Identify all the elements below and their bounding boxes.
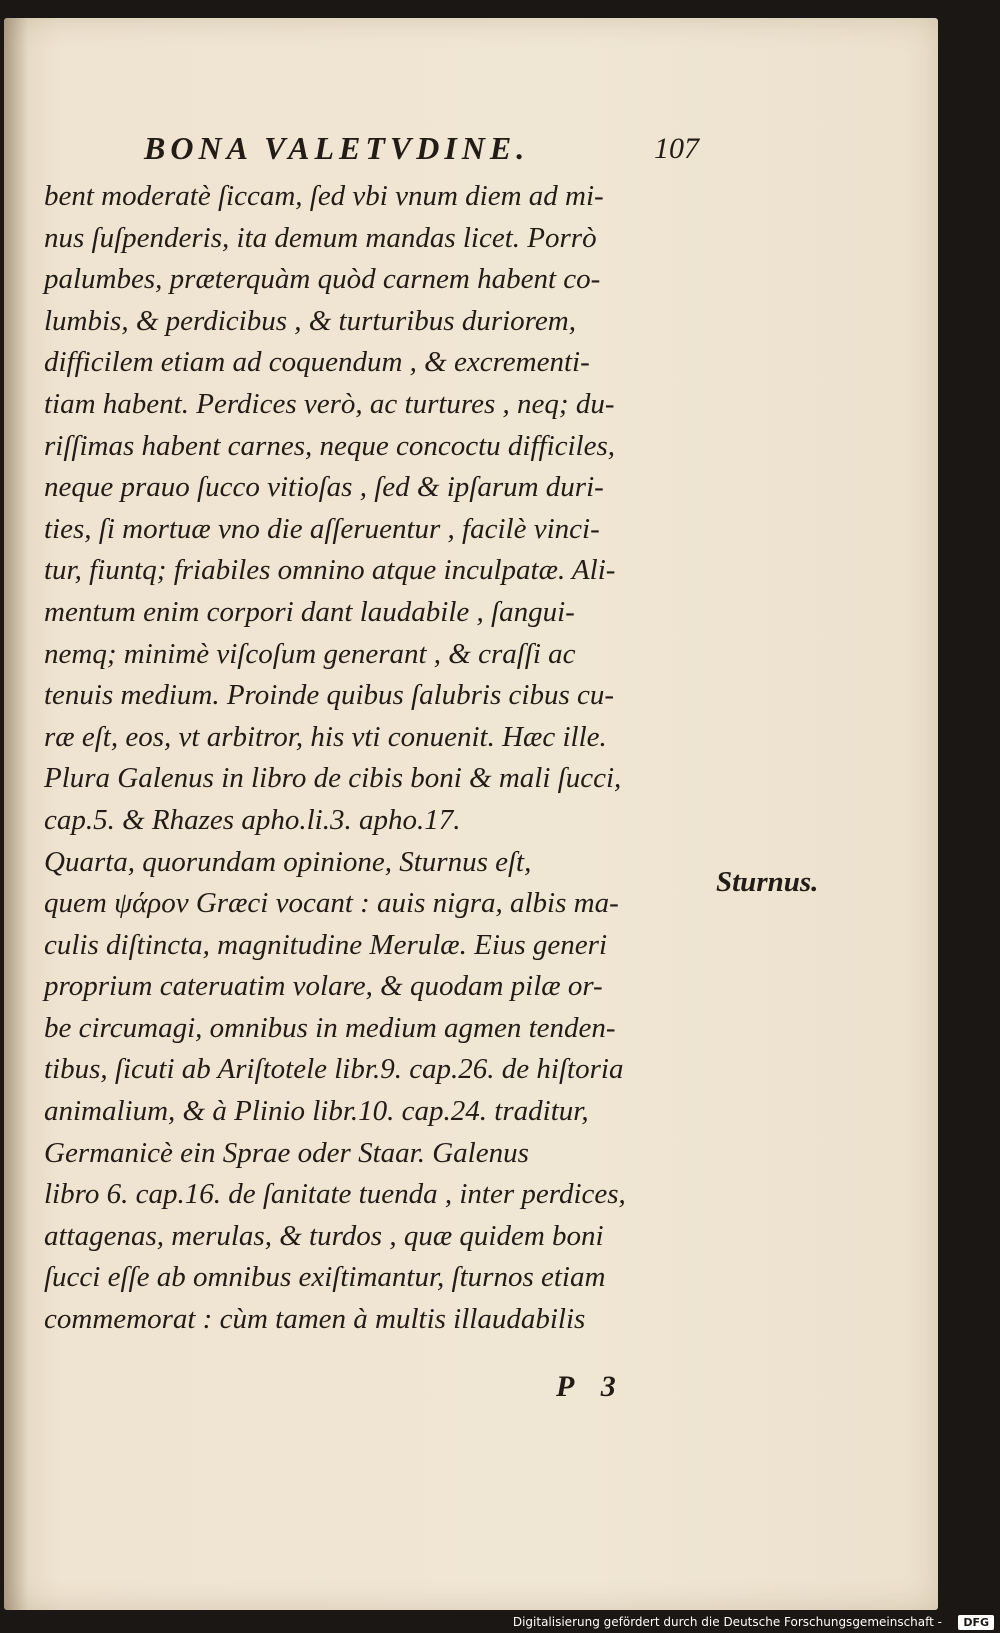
margin-note: Sturnus. bbox=[716, 866, 819, 898]
text-line: Quarta, quorundam opinione, Sturnus eſt, bbox=[44, 845, 532, 878]
text-line: ræ eſt, eos, vt arbitror, his vti conuenit. Hæc ille. bbox=[44, 720, 607, 753]
text-line: bent moderatè ſiccam, ſed vbi vnum diem ad mi- bbox=[44, 180, 604, 212]
text-line: difficilem etiam ad coquendum , & excrementi- bbox=[44, 346, 590, 379]
text-line: ſucci eſſe ab omnibus exiſtimantur, ſturnos etiam bbox=[44, 1261, 606, 1294]
text-line: tenuis medium. Proinde quibus ſalubris cibus cu- bbox=[44, 679, 615, 712]
text-line: riſſimas habent carnes, neque concoctu difficiles, bbox=[44, 429, 616, 462]
text-line: tiam habent. Perdices verò, ac turtures , neq; du- bbox=[44, 387, 615, 420]
text-line: libro 6. cap.16. de ſanitate tuenda , inter perdices, bbox=[44, 1178, 626, 1211]
text-line: Plura Galenus in libro de cibis boni & mali ſucci, bbox=[44, 762, 622, 795]
spine-shadow bbox=[4, 18, 28, 1610]
book-page bbox=[4, 18, 938, 1610]
text-line: Germanicè ein Sprae oder Staar. Galenus bbox=[44, 1136, 529, 1169]
text-line: commemorat : cùm tamen à multis illaudabilis bbox=[44, 1303, 586, 1336]
text-line: tibus, ſicuti ab Ariſtotele libr.9. cap.26. de hiſtoria bbox=[44, 1053, 624, 1086]
text-line: attagenas, merulas, & turdos , quæ quidem boni bbox=[44, 1219, 604, 1252]
signature-mark: P 3 bbox=[556, 1370, 626, 1403]
text-line: palumbes, præterquàm quòd carnem habent co- bbox=[44, 263, 601, 296]
text-line: quem ψάρον Græci vocant : auis nigra, albis ma- bbox=[44, 887, 619, 920]
page-number: 107 bbox=[654, 132, 699, 165]
text-line: tur, fiuntq; friabiles omnino atque inculpatæ. Ali- bbox=[44, 554, 616, 587]
text-line: nus ſuſpenderis, ita demum mandas licet. Porrò bbox=[44, 221, 597, 254]
text-line: be circumagi, omnibus in medium agmen tenden- bbox=[44, 1011, 616, 1044]
digitization-credit: Digitalisierung gefördert durch die Deutsche Forschungsgemeinschaft - bbox=[512, 1615, 942, 1629]
text-line: nemq; minimè viſcoſum generant , & craſſi ac bbox=[44, 637, 576, 670]
body-text bbox=[44, 176, 704, 1341]
text-line: ties, ſi mortuæ vno die aſſeruentur , facilè vinci- bbox=[44, 512, 600, 545]
running-head: BONA VALETVDINE. bbox=[144, 130, 530, 166]
text-line: animalium, & à Plinio libr.10. cap.24. traditur, bbox=[44, 1095, 589, 1128]
text-line: lumbis, & perdicibus , & turturibus duriorem, bbox=[44, 304, 576, 337]
text-line: mentum enim corpori dant laudabile , ſangui- bbox=[44, 595, 575, 628]
text-line: cap.5. & Rhazes apho.li.3. apho.17. bbox=[44, 803, 461, 836]
text-line: neque prauo ſucco vitioſas , ſed & ipſarum duri- bbox=[44, 471, 604, 504]
text-line: culis diſtincta, magnitudine Merulæ. Eius generi bbox=[44, 928, 608, 961]
dfg-logo: DFG bbox=[958, 1615, 994, 1630]
text-line: proprium cateruatim volare, & quodam pilæ or- bbox=[44, 970, 603, 1003]
